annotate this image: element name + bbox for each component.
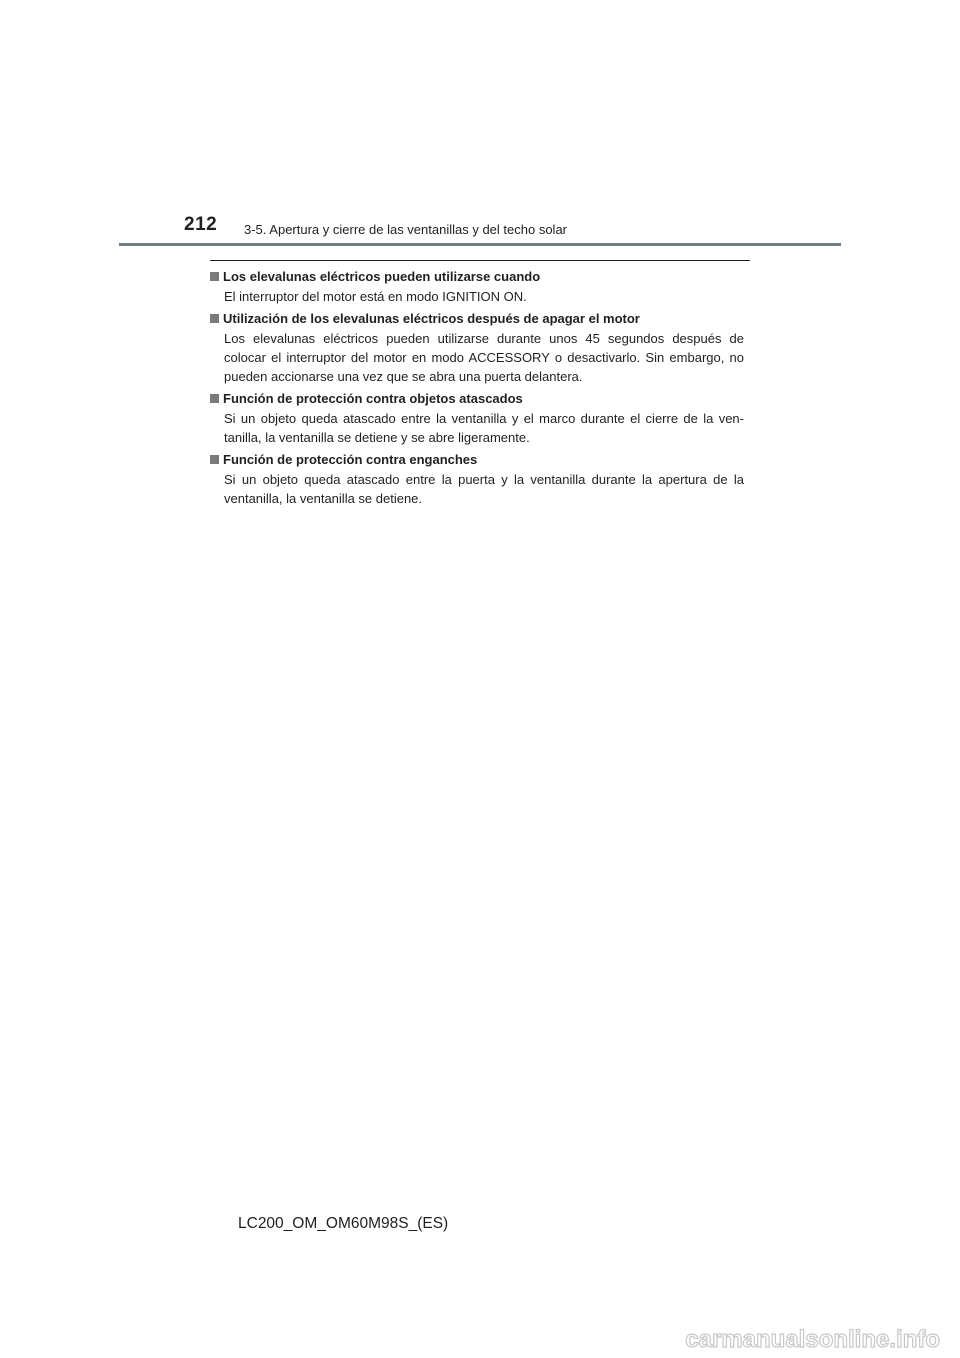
item-heading bbox=[210, 310, 744, 328]
item-body: Si un objeto queda atascado entre la ventanilla y el marco durante el cierre de la ven-tanilla, la ventanilla se detiene y se abre ligeramente. bbox=[224, 411, 744, 445]
item-heading-text: Los elevalunas eléctricos pueden utilizarse cuando bbox=[223, 269, 541, 284]
item-heading bbox=[210, 451, 744, 469]
item-heading-text: Utilización de los elevalunas eléctricos después de apagar el motor bbox=[223, 311, 640, 326]
item-heading-text: Función de protección contra objetos atascados bbox=[223, 391, 523, 406]
section-title: 3-5. Apertura y cierre de las ventanillas y del techo solar bbox=[244, 222, 568, 237]
item-body: Si un objeto queda atascado entre la puerta y la ventanilla durante la apertura de la ventanilla, la ventanilla se detiene. bbox=[224, 472, 744, 506]
item-heading bbox=[210, 268, 744, 286]
content-rule bbox=[210, 260, 750, 261]
page-number: 212 bbox=[184, 214, 218, 235]
watermark-logo-icon bbox=[640, 1324, 940, 1354]
square-bullet-icon bbox=[210, 455, 219, 464]
content bbox=[210, 268, 744, 512]
list-item bbox=[210, 268, 744, 306]
item-body: Los elevalunas eléctricos pueden utilizarse durante unos 45 segundos después de colocar el interruptor del motor en modo ACCESSORY o desactivarlo. Sin embargo, no pueden accionarse una vez que se abra una puerta delantera. bbox=[224, 331, 744, 384]
square-bullet-icon bbox=[210, 314, 219, 323]
item-heading-text: Función de protección contra enganches bbox=[223, 452, 478, 467]
square-bullet-icon bbox=[210, 272, 219, 281]
watermark-logo bbox=[640, 1324, 940, 1354]
list-item bbox=[210, 451, 744, 508]
list-item bbox=[210, 390, 744, 447]
item-body: El interruptor del motor está en modo IGNITION ON. bbox=[224, 289, 527, 304]
svg-text:carmanualsonline.info: carmanualsonline.info bbox=[685, 1326, 940, 1353]
header-rule bbox=[119, 243, 841, 246]
list-item bbox=[210, 310, 744, 386]
item-heading bbox=[210, 390, 744, 408]
square-bullet-icon bbox=[210, 394, 219, 403]
footer-document-code: LC200_OM_OM60M98S_(ES) bbox=[238, 1215, 449, 1232]
